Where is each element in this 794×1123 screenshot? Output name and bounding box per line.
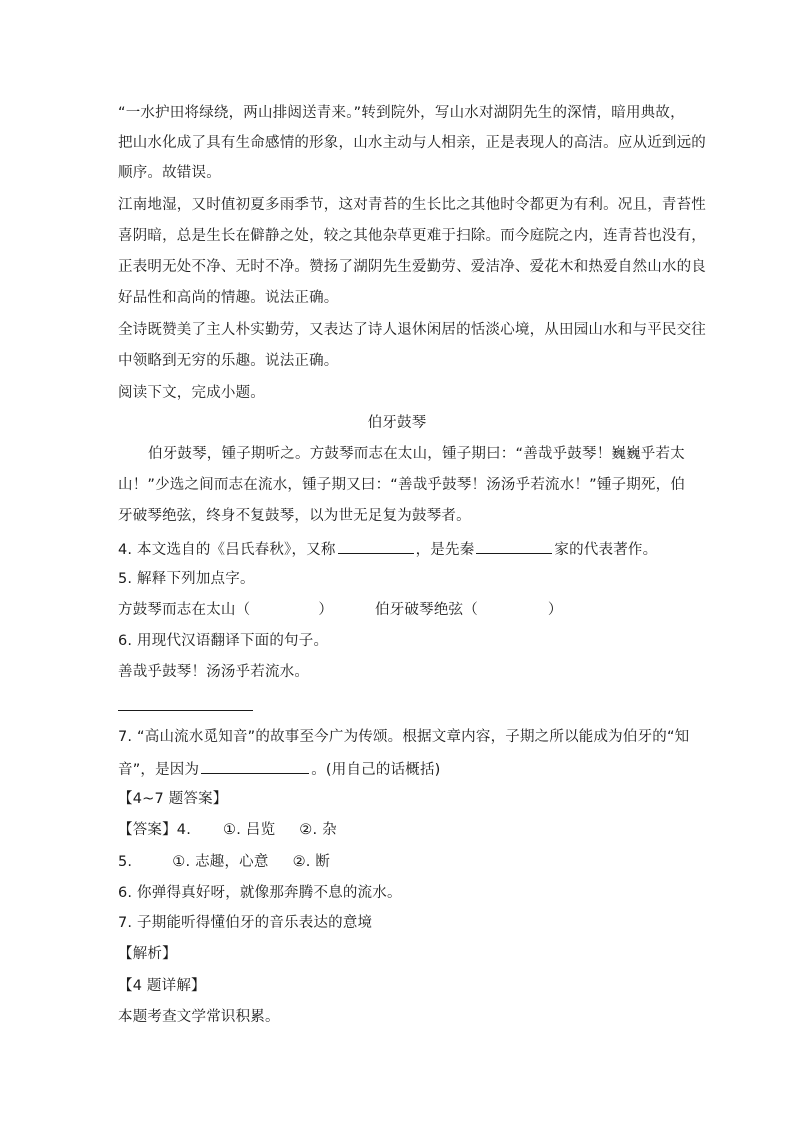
text-line: 全诗既赞美了主人朴实勤劳，又表达了诗人退休闲居的恬淡心境，从田园山水和与平民交往 [118,322,706,338]
answer-5-item-2: ②. 断 [292,854,331,870]
question-4-explanation: 本题考查文学常识积累。 [118,1009,280,1025]
answers-heading: 【4~7 题答案】 [118,791,228,807]
question-4-detail-heading: 【4 题详解】 [118,978,206,994]
text-line: 正表明无处不净、无时不净。赞扬了湖阴先生爱勤劳、爱洁净、爱花木和热爱自然山水的良 [118,259,706,275]
answer-4-item-2: ②. 杂 [299,822,337,838]
text-line: 江南地湿，又时值初夏多雨季节，这对青苔的生长比之其他时令都更为有利。况且，青苔性 [118,197,706,213]
text-line: 好品性和高尚的情趣。说法正确。 [118,290,339,306]
question-6: 6. 用现代汉语翻译下面的句子。 [118,633,329,649]
text-line: 中领略到无穷的乐趣。说法正确。 [118,353,339,369]
answer-blank[interactable] [476,538,552,554]
question-4-text-a: 4. 本文选自的《吕氏春秋》，又称 [118,542,336,558]
question-5-items [118,600,563,620]
question-6-sentence: 善哉乎鼓琴！汤汤乎若流水。 [118,664,310,680]
answer-5 [118,852,330,872]
text-line: 顺序。故错误。 [118,165,221,181]
answer-blank[interactable] [201,758,309,774]
question-7-text-c: 。(用自己的话概括) [311,762,441,778]
answer-4-label: 【答案】4. [118,822,192,838]
answer-line[interactable] [118,710,253,711]
text-line: 把山水化成了具有生命感情的形象，山水主动与人相亲，正是表现人的高洁。应从近到远的 [118,135,706,151]
passage-title: 伯牙鼓琴 [367,415,427,431]
answer-blank[interactable] [338,538,414,554]
passage-line: 山！”少选之间而志在流水，锺子期又曰：“善哉乎鼓琴！汤汤乎若流水！”锺子期死，伯 [118,477,686,493]
question-5b-close: ） [547,602,563,618]
answer-4 [118,820,337,840]
answer-5-item-1: ①. 志趣，心意 [172,854,269,870]
question-7-line2 [118,758,441,780]
question-4-text-b: ，是先秦 [415,542,475,558]
text-line: 喜阴暗，总是生长在僻静之处，较之其他杂草更难于扫除。而今庭院之内，连青苔也没有， [118,228,706,244]
answer-5-label: 5. [118,854,133,870]
question-7-line1: 7. “高山流水觅知音”的故事至今广为传颂。根据文章内容，子期之所以能成为伯牙的“知 [118,729,690,745]
question-5a-close: ） [318,602,334,618]
question-5b-text: 伯牙破琴绝弦（ [375,602,478,618]
answer-7: 7. 子期能听得懂伯牙的音乐表达的意境 [118,915,373,931]
text-line: “一水护田将绿绕，两山排闼送青来。”转到院外，写山水对湖阴先生的深情，暗用典故， [118,105,685,121]
answer-6: 6. 你弹得真好呀，就像那奔腾不息的流水。 [118,885,402,901]
question-5a-text: 方鼓琴而志在太山（ [118,602,251,618]
question-5: 5. 解释下列加点字。 [118,571,255,587]
text-line: 阅读下文，完成小题。 [118,385,265,401]
passage-line: 牙破琴绝弦，终身不复鼓琴，以为世无足复为鼓琴者。 [118,508,471,524]
question-4-text-c: 家的代表著作。 [554,542,658,558]
answer-4-item-1: ①. 吕览 [223,822,276,838]
analysis-heading: 【解析】 [118,946,177,962]
question-4 [118,538,657,560]
question-7-text-b: 音”，是因为 [118,762,200,778]
passage-line: 伯牙鼓琴，锺子期听之。方鼓琴而志在太山，锺子期曰：“善哉乎鼓琴！巍巍乎若太 [148,446,685,462]
